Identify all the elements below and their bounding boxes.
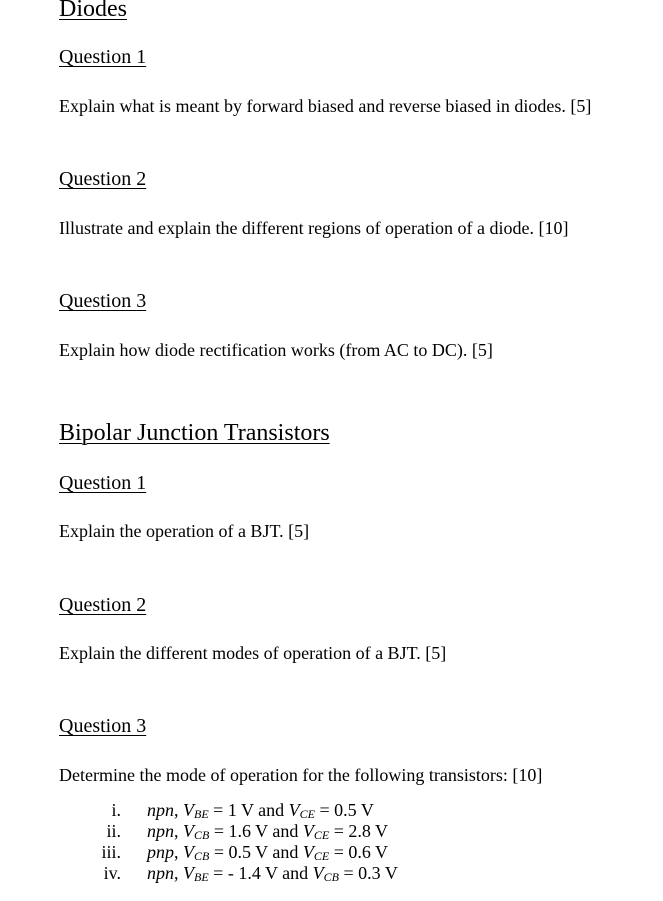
bjt-question-3-text: Determine the mode of operation for the following transistors: [10] — [59, 765, 543, 785]
bjt-question-1-text: Explain the operation of a BJT. [5] — [59, 521, 310, 541]
diodes-question-2-text: Illustrate and explain the different regions of operation of a diode. [10] — [59, 218, 569, 238]
list-number: iii. — [101, 842, 121, 862]
transistor-type: npn — [147, 800, 174, 820]
bjt-question-2-text: Explain the different modes of operation of a BJT. [5] — [59, 643, 447, 663]
diodes-question-1-heading: Question 1 — [59, 46, 147, 68]
bjt-question-3-heading: Question 3 — [59, 715, 147, 737]
list-item: i. npn, VBE = 1 V and VCE = 0.5 V — [99, 800, 374, 825]
list-number: i. — [111, 800, 121, 820]
transistor-type: npn — [147, 821, 174, 841]
bjt-question-1-heading: Question 1 — [59, 472, 147, 494]
transistor-type: npn — [147, 863, 174, 883]
diodes-question-1-text: Explain what is meant by forward biased and reverse biased in diodes. [5] — [59, 96, 592, 116]
diodes-question-3-heading: Question 3 — [59, 290, 147, 312]
list-number: ii. — [106, 821, 121, 841]
section-title-bjt: Bipolar Junction Transistors — [59, 420, 330, 446]
diodes-question-2-heading: Question 2 — [59, 168, 147, 190]
list-item: iv. npn, VBE = - 1.4 V and VCB = 0.3 V — [99, 863, 398, 888]
diodes-question-3-text: Explain how diode rectification works (from AC to DC). [5] — [59, 340, 493, 360]
bjt-question-2-heading: Question 2 — [59, 594, 147, 616]
section-title-diodes: Diodes — [59, 0, 127, 22]
list-item: ii. npn, VCB = 1.6 V and VCE = 2.8 V — [99, 821, 388, 846]
list-number: iv. — [103, 863, 121, 883]
list-item: iii. pnp, VCB = 0.5 V and VCE = 0.6 V — [99, 842, 388, 867]
transistor-type: pnp — [147, 842, 174, 862]
